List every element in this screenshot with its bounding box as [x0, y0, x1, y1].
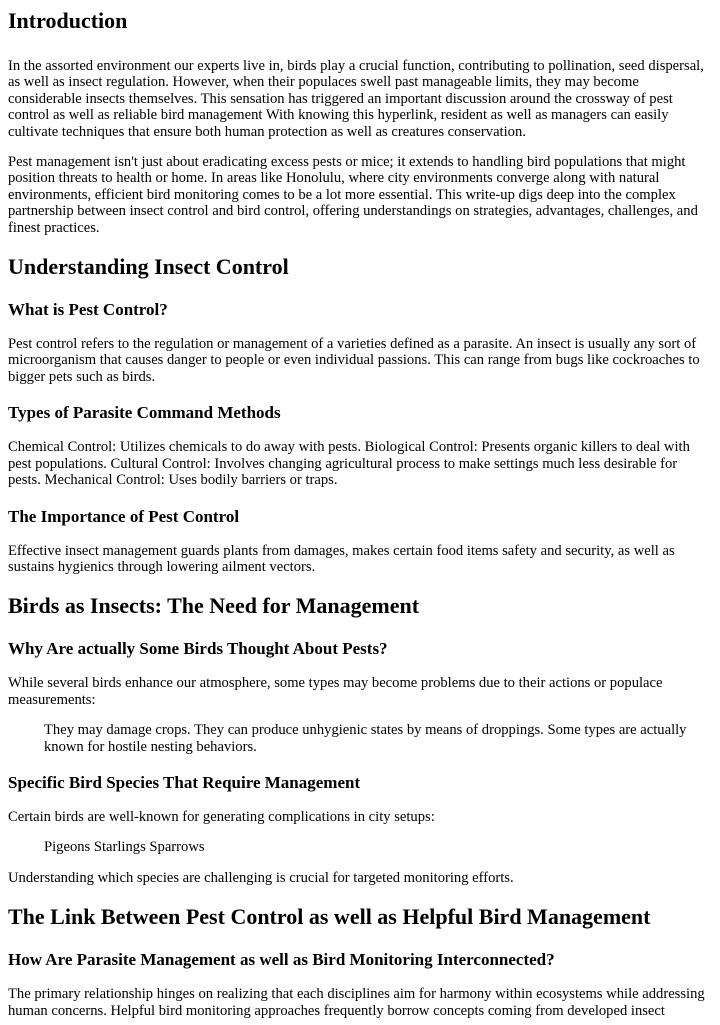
paragraph-understanding-species: Understanding which species are challenging is crucial for targeted monitoring efforts.	[8, 869, 514, 886]
section-heading-introduction: Introduction	[8, 8, 128, 33]
subheading-why-pests: Why Are actually Some Birds Thought About Pests?	[8, 639, 388, 659]
intro-paragraph-2: Pest management isn't just about eradicating excess pests or mice; it extends to handling bird populations that might position threats to health or home. In areas like Honolulu, where city environments converge along with natural environments, efficient bird monitoring comes to be a lot more essential. This write-up digs deep into the complex partnership between insect control and bird control, offering understandings on strategies, advantages, challenges, and finest practices.	[8, 154, 698, 236]
section-heading-birds-as-insects: Birds as Insects: The Need for Management	[8, 593, 420, 619]
subheading-importance: The Importance of Pest Control	[8, 506, 240, 526]
paragraph-why-pests: While several birds enhance our atmosphere, some types may become problems due to their actions or populace measurements:	[8, 675, 663, 708]
paragraph-what-is-pest-control: Pest control refers to the regulation or management of a varieties defined as a parasite. An insect is usually any sort of microorganism that causes danger to people or even individual passions. This can range from bugs like cockroaches to bigger pets such as birds.	[8, 336, 700, 385]
subheading-types-of-control: Types of Parasite Command Methods	[8, 403, 281, 423]
paragraph-types-of-control: Chemical Control: Utilizes chemicals to do away with pests. Biological Control: Presents organic killers to deal with pest populations. Cultural Control: Involves changing agricultural process to make settings much less desirable for pests. Mechanical Control: Uses bodily barriers or traps.	[8, 439, 690, 489]
paragraph-specific-species: Certain birds are well-known for generating complications in city setups:	[8, 808, 435, 825]
section-heading-understanding-insect-control: Understanding Insect Control	[8, 254, 289, 280]
article	[0, 8, 720, 1019]
section-heading-link-between: The Link Between Pest Control as well as Helpful Bird Management	[8, 904, 651, 930]
quote-bird-problems: They may damage crops. They can produce unhygienic states by means of droppings. Some types are actually known for hostile nesting behaviors.	[44, 722, 687, 755]
quote-species-list: Pigeons Starlings Sparrows	[44, 839, 205, 856]
paragraph-importance: Effective insect management guards plants from damages, makes certain food items safety and security, as well as sustains hygienics through lowering ailment vectors.	[8, 542, 675, 575]
subheading-interconnected: How Are Parasite Management as well as Bird Monitoring Interconnected?	[8, 950, 555, 970]
intro-paragraph-1: In the assorted environment our experts live in, birds play a crucial function, contributing to pollination, seed dispersal, as well as insect regulation. However, when their populaces swell past manageable limits, they may become considerable insects themselves. This sensation has triggered an important discussion around the crossway of pest control as well as reliable bird management With knowing this hyperlink, resident as well as managers can easily cultivate techniques that ensure both human protection as well as creatures conservation.	[8, 58, 704, 140]
subheading-what-is-pest-control: What is Pest Control?	[8, 300, 168, 320]
paragraph-interconnected: The primary relationship hinges on realizing that each disciplines aim for harmony within ecosystems while addressing human concerns. Helpful bird monitoring approaches frequently borrow concepts coming from developed insect	[8, 986, 705, 1019]
subheading-specific-species: Specific Bird Species That Require Management	[8, 772, 361, 792]
